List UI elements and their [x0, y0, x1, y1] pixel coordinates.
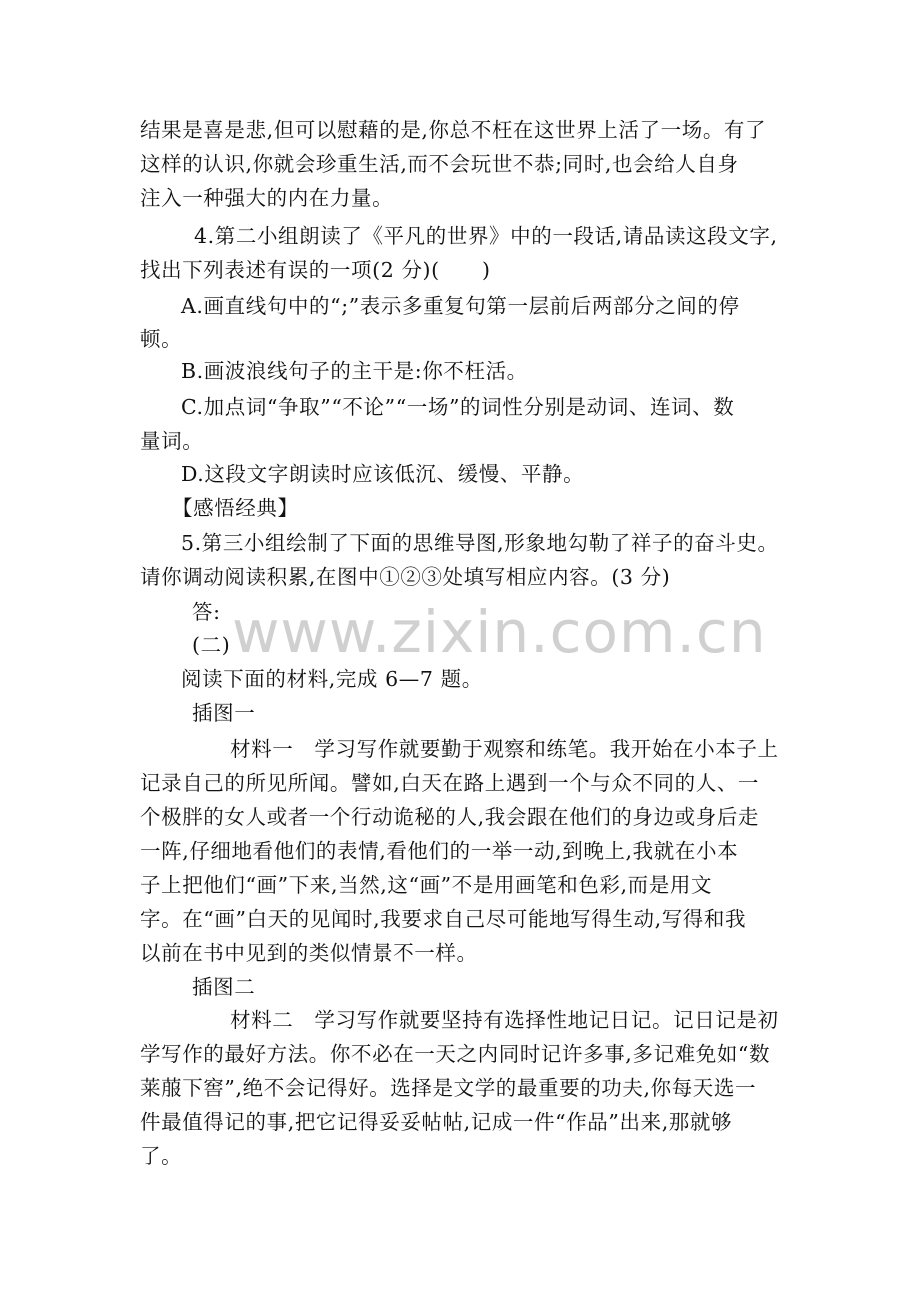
- question-4-line-1: 4.第二小组朗读了《平凡的世界》中的一段话,请品读这段文字,: [194, 224, 778, 248]
- section-heading: 【感悟经典】: [172, 496, 299, 520]
- answer-label: 答:: [192, 600, 221, 624]
- material-2-line-4: 件最值得记的事,把它记得妥妥帖帖,记成一件“作品”出来,那就够: [140, 1110, 733, 1134]
- material-2-line-5: 了。: [140, 1144, 183, 1168]
- material-1-line-1: 材料一 学习写作就要勤于观察和练笔。我开始在小本子上: [230, 737, 779, 761]
- question-5-line-2: 请你调动阅读积累,在图中①②③处填写相应内容。(3 分): [140, 565, 671, 589]
- material-2-line-1: 材料二 学习写作就要坚持有选择性地记日记。记日记是初: [230, 1008, 779, 1032]
- option-c-line-2: 量词。: [140, 429, 204, 453]
- intro-line-1: 结果是喜是悲,但可以慰藉的是,你总不枉在这世界上活了一场。有了: [140, 118, 767, 142]
- material-1-line-7: 以前在书中见到的类似情景不一样。: [140, 941, 478, 965]
- option-b: B.画波浪线句子的主干是:你不枉活。: [181, 359, 528, 383]
- option-c-line-1: C.加点词“争取”“不论”“一场”的词性分别是动词、连词、数: [181, 395, 735, 419]
- figure-2-label: 插图二: [192, 975, 256, 999]
- material-2-line-3: 莱菔下窖”,绝不会记得好。选择是文学的最重要的功夫,你每天选一: [140, 1076, 757, 1100]
- intro-line-3: 注入一种强大的内在力量。: [140, 186, 394, 210]
- option-a-line-2: 顿。: [140, 327, 183, 351]
- part-two-heading: (二): [192, 633, 231, 657]
- material-2-line-2: 学写作的最好方法。你不必在一天之内同时记许多事,多记难免如“数: [140, 1042, 771, 1066]
- reading-instruction: 阅读下面的材料,完成 6—7 题。: [181, 667, 483, 691]
- material-1-line-3: 个极胖的女人或者一个行动诡秘的人,我会跟在他们的身边或身后走: [140, 805, 760, 829]
- question-4-line-2: 找出下列表述有误的一项(2 分)( ): [140, 258, 491, 282]
- watermark: www.zixin.com.cn: [232, 598, 767, 666]
- material-1-line-4: 一阵,仔细地看他们的表情,看他们的一举一动,到晚上,我就在小本: [140, 839, 739, 863]
- material-1-line-6: 字。在“画”白天的见闻时,我要求自己尽可能地写得生动,写得和我: [140, 907, 747, 931]
- material-1-line-5: 子上把他们“画”下来,当然,这“画”不是用画笔和色彩,而是用文: [140, 873, 713, 897]
- intro-line-2: 这样的认识,你就会珍重生活,而不会玩世不恭;同时,也会给人自身: [140, 152, 739, 176]
- option-a-line-1: A.画直线句中的“;”表示多重复句第一层前后两部分之间的停: [181, 294, 740, 318]
- figure-1-label: 插图一: [192, 701, 256, 725]
- material-1-line-2: 记录自己的所见所闻。譬如,白天在路上遇到一个与众不同的人、一: [140, 771, 760, 795]
- option-d: D.这段文字朗读时应该低沉、缓慢、平静。: [181, 462, 585, 486]
- question-5-line-1: 5.第三小组绘制了下面的思维导图,形象地勾勒了祥子的奋斗史。: [181, 531, 779, 555]
